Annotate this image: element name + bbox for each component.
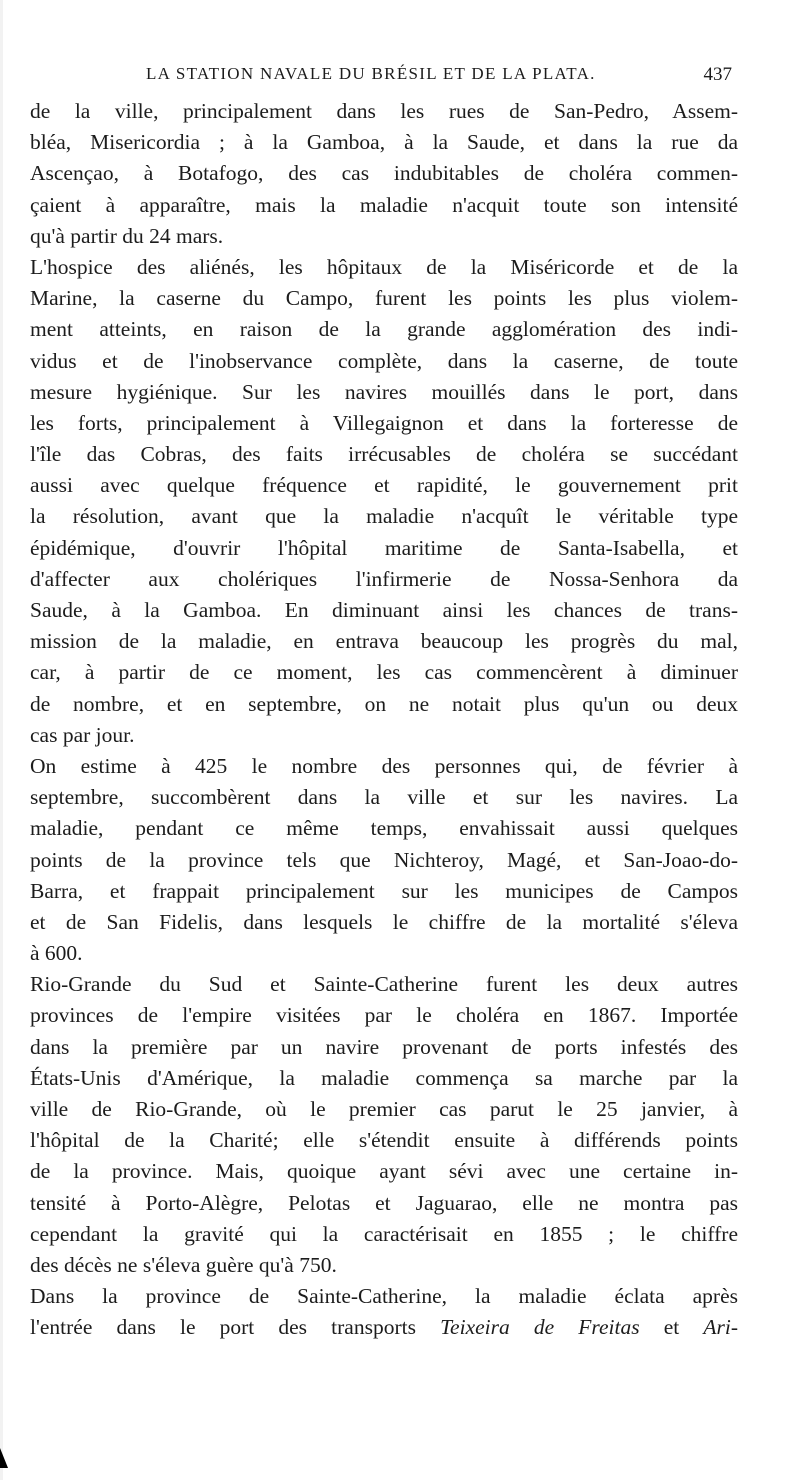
running-title: LA STATION NAVALE DU BRÉSIL ET DE LA PLATA. [146,64,596,83]
text-line [30,158,738,189]
text-line [30,1156,738,1187]
text-line [30,96,738,127]
line-text: qu'à partir du 24 mars. [30,223,224,248]
page-header [112,64,740,90]
line-text: épidémique, d'ouvrir l'hôpital maritime de Santa-Isabella, et [30,535,738,560]
text-line [30,377,738,408]
text-line [30,314,738,345]
line-text: tensité à Porto-Alègre, Pelotas et Jaguarao, elle ne montra pas [30,1190,738,1215]
line-text: à 600. [30,941,83,966]
text-line [30,876,738,907]
text-line [30,907,738,938]
line-text: l'hôpital de la Charité; elle s'étendit ensuite à différends points [30,1128,738,1153]
line-text: des décès ne s'éleva guère qu'à 750. [30,1252,337,1277]
line-text: Barra, et frappait principalement sur les municipes de Campos [30,878,738,903]
line-text: aussi avec quelque fréquence et rapidité, le gouvernement prit [30,473,738,498]
line-text: de la province. Mais, quoique ayant sévi avec une certaine in- [30,1159,738,1184]
ship-name-italic: Ari- [703,1315,738,1340]
line-text: mesure hygiénique. Sur les navires mouillés dans le port, dans [30,379,738,404]
text-line [30,1094,738,1125]
text-line [30,221,738,252]
text-line [30,720,738,751]
text-line [30,1188,738,1219]
text-line [30,1063,738,1094]
line-text-mid: et [639,1315,704,1340]
line-text: l'île das Cobras, des faits irrécusables de choléra se succédant [30,442,738,467]
text-line [30,252,738,283]
text-line [30,470,738,501]
text-line [30,657,738,688]
line-text: ville de Rio-Grande, où le premier cas parut le 25 janvier, à [30,1097,738,1121]
line-text: dans la première par un navire provenant de ports infestés des [30,1034,738,1059]
text-line [30,283,738,314]
line-text: çaient à apparaître, mais la maladie n'acquit toute son intensité [30,192,738,217]
line-text: vidus et de l'inobservance complète, dans la caserne, de toute [30,348,738,373]
page-number: 437 [703,64,732,85]
line-text: cependant la gravité qui la caractérisait en 1855 ; le chiffre [30,1221,738,1246]
page-left-edge [0,0,3,1480]
line-text: bléa, Misericordia ; à la Gamboa, à la Saude, et dans la rue da [30,130,738,155]
line-text: et de San Fidelis, dans lesquels le chiffre de la mortalité s'éleva [30,909,738,934]
text-line [30,1219,738,1250]
text-line [30,969,738,1000]
line-text: Dans la province de Sainte-Catherine, la maladie éclata après [30,1284,738,1309]
text-line [30,1281,738,1312]
line-text: Marine, la caserne du Campo, furent les points les plus violem- [30,286,738,311]
text-line [30,813,738,844]
text-line-final [30,1312,738,1343]
text-line [30,595,738,626]
text-line [30,533,738,564]
line-text: L'hospice des aliénés, les hôpitaux de la Miséricorde et de la [30,254,738,279]
text-line [30,190,738,221]
text-line [30,346,738,377]
line-text: de la ville, principalement dans les rues de San-Pedro, Assem- [30,99,738,123]
text-line [30,1250,738,1281]
text-line [30,1000,738,1031]
text-line [30,127,738,158]
line-text: cas par jour. [30,722,135,747]
line-text: On estime à 425 le nombre des personnes qui, de février à [30,753,738,778]
line-text: ment atteints, en raison de la grande agglomération des indi- [30,317,738,342]
line-text: de nombre, et en septembre, on ne notait plus qu'un ou deux [30,691,738,716]
text-line [30,626,738,657]
text-line [30,408,738,439]
line-text: États-Unis d'Amérique, la maladie commença sa marche par la [30,1065,738,1090]
text-line [30,1125,738,1156]
text-line [30,782,738,813]
line-text: Rio-Grande du Sud et Sainte-Catherine furent les deux autres [30,972,738,997]
text-line [30,501,738,532]
line-text: Saude, à la Gamboa. En diminuant ainsi les chances de trans- [30,598,738,622]
line-text: points de la province tels que Nichteroy, Magé, et San-Joao-do- [30,847,738,872]
line-text-prefix: l'entrée dans le port des transports [30,1315,441,1340]
page-corner-mark [0,1448,8,1468]
line-text-final [30,1312,738,1343]
text-line [30,1032,738,1063]
text-line [30,751,738,782]
ship-name-italic: Teixeira de Freitas [440,1315,640,1340]
line-text: maladie, pendant ce même temps, envahissait aussi quelques [30,816,738,841]
text-line [30,564,738,595]
body-text [30,96,738,1344]
line-text: mission de la maladie, en entrava beaucoup les progrès du mal, [30,629,738,654]
text-line [30,938,738,969]
line-text: septembre, succombèrent dans la ville et sur les navires. La [30,785,738,810]
text-line [30,689,738,720]
text-line [30,845,738,876]
line-text: d'affecter aux cholériques l'infirmerie de Nossa-Senhora da [30,566,738,591]
line-text: les forts, principalement à Villegaignon et dans la forteresse de [30,410,738,435]
line-text: car, à partir de ce moment, les cas commencèrent à diminuer [30,660,738,685]
line-text: la résolution, avant que la maladie n'acquît le véritable type [30,504,738,529]
line-text: provinces de l'empire visitées par le choléra en 1867. Importée [30,1003,738,1028]
line-text: Ascençao, à Botafogo, des cas indubitables de choléra commen- [30,161,738,186]
text-line [30,439,738,470]
